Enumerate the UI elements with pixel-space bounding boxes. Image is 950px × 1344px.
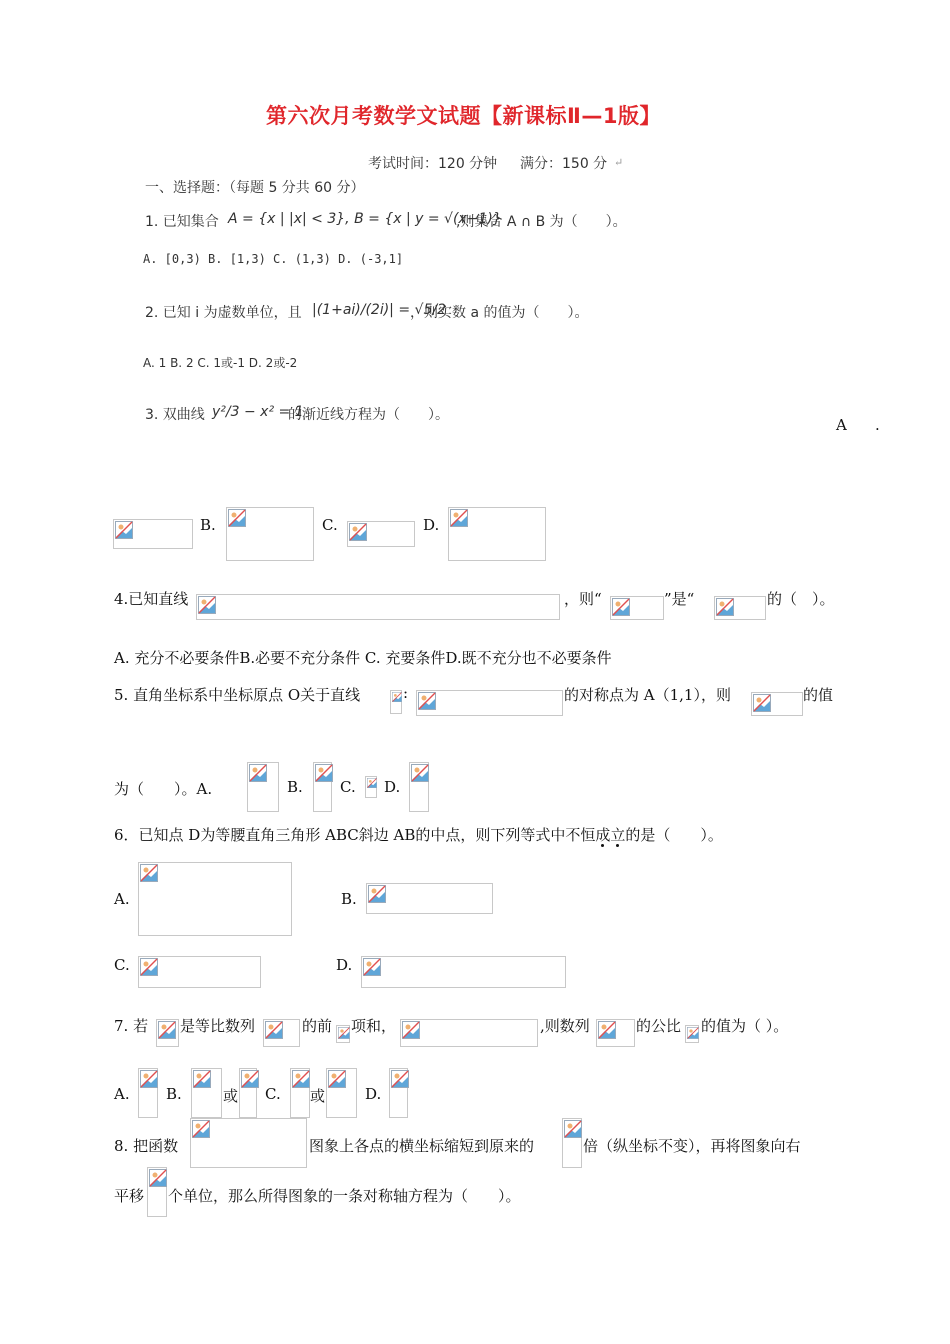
q3-option-b-image: [226, 507, 314, 561]
q6-stem: 6．已知点 D为等腰直角三角形 ABC斜边 AB的中点，则下列等式中不恒成立的是（ ）。: [114, 826, 723, 844]
q7-option-b-image-1: [191, 1068, 222, 1118]
q7-option-d-label: D.: [365, 1085, 382, 1103]
q4-condition-1-image: [610, 596, 664, 620]
q7-ratio-image: [685, 1025, 699, 1043]
q3-option-d-image: [448, 507, 546, 561]
q2-stem-b: ，则实数 a 的值为（ ）。: [410, 305, 589, 321]
section-heading: 一、选择题：（每题 5 分共 60 分）: [145, 180, 365, 196]
q7-sequence-image: [263, 1019, 300, 1047]
q5-option-b-label: B.: [287, 778, 303, 796]
q1-options: A. [0,3) B. [1,3) C. (1,3) D. (-3,1]: [143, 252, 404, 266]
return-mark-icon: ↵: [614, 156, 624, 169]
q3-option-d-label: D.: [423, 516, 440, 534]
q7-option-c-image-2: [326, 1068, 357, 1118]
q5-colon: :: [403, 684, 409, 702]
q2-stem-a: 2. 已知 i 为虚数单位，且: [145, 305, 302, 321]
q6-option-b-image: [366, 883, 493, 914]
q5-stem-b: 的对称点为 A（1,1），则: [564, 686, 731, 704]
q8-shift-image: [147, 1167, 167, 1217]
q5-line-label-image: [390, 690, 402, 714]
q2-math: |(1+ai)/(2i)| = √5/2: [312, 302, 446, 318]
broken-image-icon: [391, 1070, 409, 1088]
q4-stem-d: 的（ ）。: [767, 590, 835, 608]
q3-option-a-image: [113, 519, 193, 549]
q8-stem-b: 图象上各点的横坐标缩短到原来的: [309, 1137, 535, 1155]
q3-option-c-label: C.: [322, 516, 338, 534]
broken-image-icon: [349, 523, 367, 541]
q3-math: y²/3 − x² = 1: [212, 404, 304, 420]
q5-stem-a: 5. 直角坐标系中坐标原点 O关于直线: [114, 686, 361, 704]
q8-function-image: [190, 1118, 307, 1168]
q7-or-2: 或: [310, 1087, 326, 1105]
broken-image-icon: [411, 764, 429, 782]
q5-stem-c: 的值: [803, 686, 834, 704]
q7-option-a-image: [138, 1068, 158, 1118]
q7-stem-b: 是等比数列: [180, 1017, 256, 1035]
q7-option-c-label: C.: [265, 1085, 281, 1103]
q5-option-c-label: C.: [340, 778, 356, 796]
q8-factor-image: [562, 1118, 582, 1168]
q7-option-a-label: A.: [114, 1085, 130, 1103]
q8-stem-c: 倍（纵坐标不变），再将图象向右: [583, 1137, 801, 1155]
exam-time: 考试时间：120 分钟: [368, 156, 498, 172]
broken-image-icon: [367, 778, 377, 788]
q6-option-c-label: C.: [114, 956, 130, 974]
broken-image-icon: [193, 1070, 211, 1088]
q5-option-d-image: [409, 762, 429, 812]
broken-image-icon: [687, 1027, 699, 1039]
broken-image-icon: [598, 1021, 616, 1039]
q1-stem-b: ,则集合 A ∩ B 为（ ）。: [456, 214, 627, 230]
emphasis-dot: [616, 844, 619, 847]
broken-image-icon: [140, 864, 158, 882]
q6-option-a-image: [138, 862, 292, 936]
broken-image-icon: [115, 521, 133, 539]
broken-image-icon: [241, 1070, 259, 1088]
broken-image-icon: [158, 1021, 176, 1039]
q1-stem-a: 1. 已知集合: [145, 214, 219, 230]
broken-image-icon: [140, 1070, 158, 1088]
q5-option-c-image: [365, 776, 377, 798]
broken-image-icon: [265, 1021, 283, 1039]
q7-or-1: 或: [223, 1087, 239, 1105]
q8-line2-a: 平移: [114, 1187, 145, 1205]
broken-image-icon: [292, 1070, 310, 1088]
broken-image-icon: [392, 692, 402, 702]
broken-image-icon: [140, 958, 158, 976]
q3-stem-a: 3. 双曲线: [145, 407, 205, 423]
broken-image-icon: [315, 764, 333, 782]
q7-stem-a: 7. 若: [114, 1017, 149, 1035]
broken-image-icon: [716, 598, 734, 616]
q7-stem-d: 项和，: [351, 1017, 397, 1035]
q4-stem-b: ，则“: [564, 590, 602, 608]
q5-option-b-image: [313, 762, 332, 812]
broken-image-icon: [612, 598, 630, 616]
broken-image-icon: [368, 885, 386, 903]
broken-image-icon: [564, 1120, 582, 1138]
broken-image-icon: [328, 1070, 346, 1088]
q7-option-b-label: B.: [166, 1085, 182, 1103]
q8-stem-a: 8. 把函数: [114, 1137, 179, 1155]
q7-stem-e: ,则数列: [540, 1017, 590, 1035]
q3-side-option-a: A: [836, 416, 847, 434]
q7-sum-symbol-image: [156, 1019, 179, 1047]
q2-options: A. 1 B. 2 C. 1或-1 D. 2或-2: [143, 356, 298, 370]
q3-side-dot: .: [875, 416, 880, 434]
q5-expression-image: [751, 692, 803, 716]
q4-stem-c: ”是“: [664, 590, 695, 608]
q7-option-d-image: [389, 1068, 408, 1118]
q6-option-d-image: [361, 956, 566, 988]
q7-n-image: [336, 1025, 350, 1043]
emphasis-dot: [601, 844, 604, 847]
q4-line-image: [196, 594, 560, 620]
broken-image-icon: [228, 509, 246, 527]
q8-line2-b: 个单位，那么所得图象的一条对称轴方程为（ ）。: [168, 1187, 521, 1205]
q6-option-d-label: D.: [336, 956, 353, 974]
page-title: 第六次月考数学文试题【新课标Ⅱ—1版】: [266, 104, 661, 128]
full-score: 满分：150 分: [520, 156, 608, 172]
q1-math: A = {x | |x| < 3}, B = {x | y = √(x−1)}: [228, 211, 502, 227]
q3-option-c-image: [347, 521, 415, 547]
broken-image-icon: [149, 1169, 167, 1187]
q4-condition-2-image: [714, 596, 766, 620]
broken-image-icon: [402, 1021, 420, 1039]
broken-image-icon: [249, 764, 267, 782]
q6-option-c-image: [138, 956, 261, 988]
q7-option-b-image-2: [239, 1068, 257, 1118]
q7-sequence-2-image: [596, 1019, 635, 1047]
q5-option-d-label: D.: [384, 778, 401, 796]
q5-line-image: [416, 690, 563, 716]
broken-image-icon: [418, 692, 436, 710]
q7-stem-f: 的公比: [636, 1017, 682, 1035]
q4-stem-a: 4.已知直线: [114, 590, 189, 608]
broken-image-icon: [198, 596, 216, 614]
q5-option-a-image: [247, 762, 279, 812]
broken-image-icon: [338, 1027, 350, 1039]
q6-option-b-label: B.: [341, 890, 357, 908]
broken-image-icon: [192, 1120, 210, 1138]
broken-image-icon: [753, 694, 771, 712]
broken-image-icon: [450, 509, 468, 527]
broken-image-icon: [363, 958, 381, 976]
q7-condition-image: [400, 1019, 538, 1047]
q3-stem-b: 的渐近线方程为（ ）。: [288, 407, 449, 423]
q5-line2: 为（ ）。A.: [114, 780, 213, 798]
q7-option-c-image-1: [290, 1068, 310, 1118]
q4-options: A. 充分不必要条件B.必要不充分条件 C. 充要条件D.既不充分也不必要条件: [114, 649, 612, 667]
q7-stem-g: 的值为（ ）。: [701, 1017, 789, 1035]
q6-option-a-label: A.: [114, 890, 130, 908]
q3-option-b-label: B.: [200, 516, 216, 534]
q7-stem-c: 的前: [302, 1017, 333, 1035]
